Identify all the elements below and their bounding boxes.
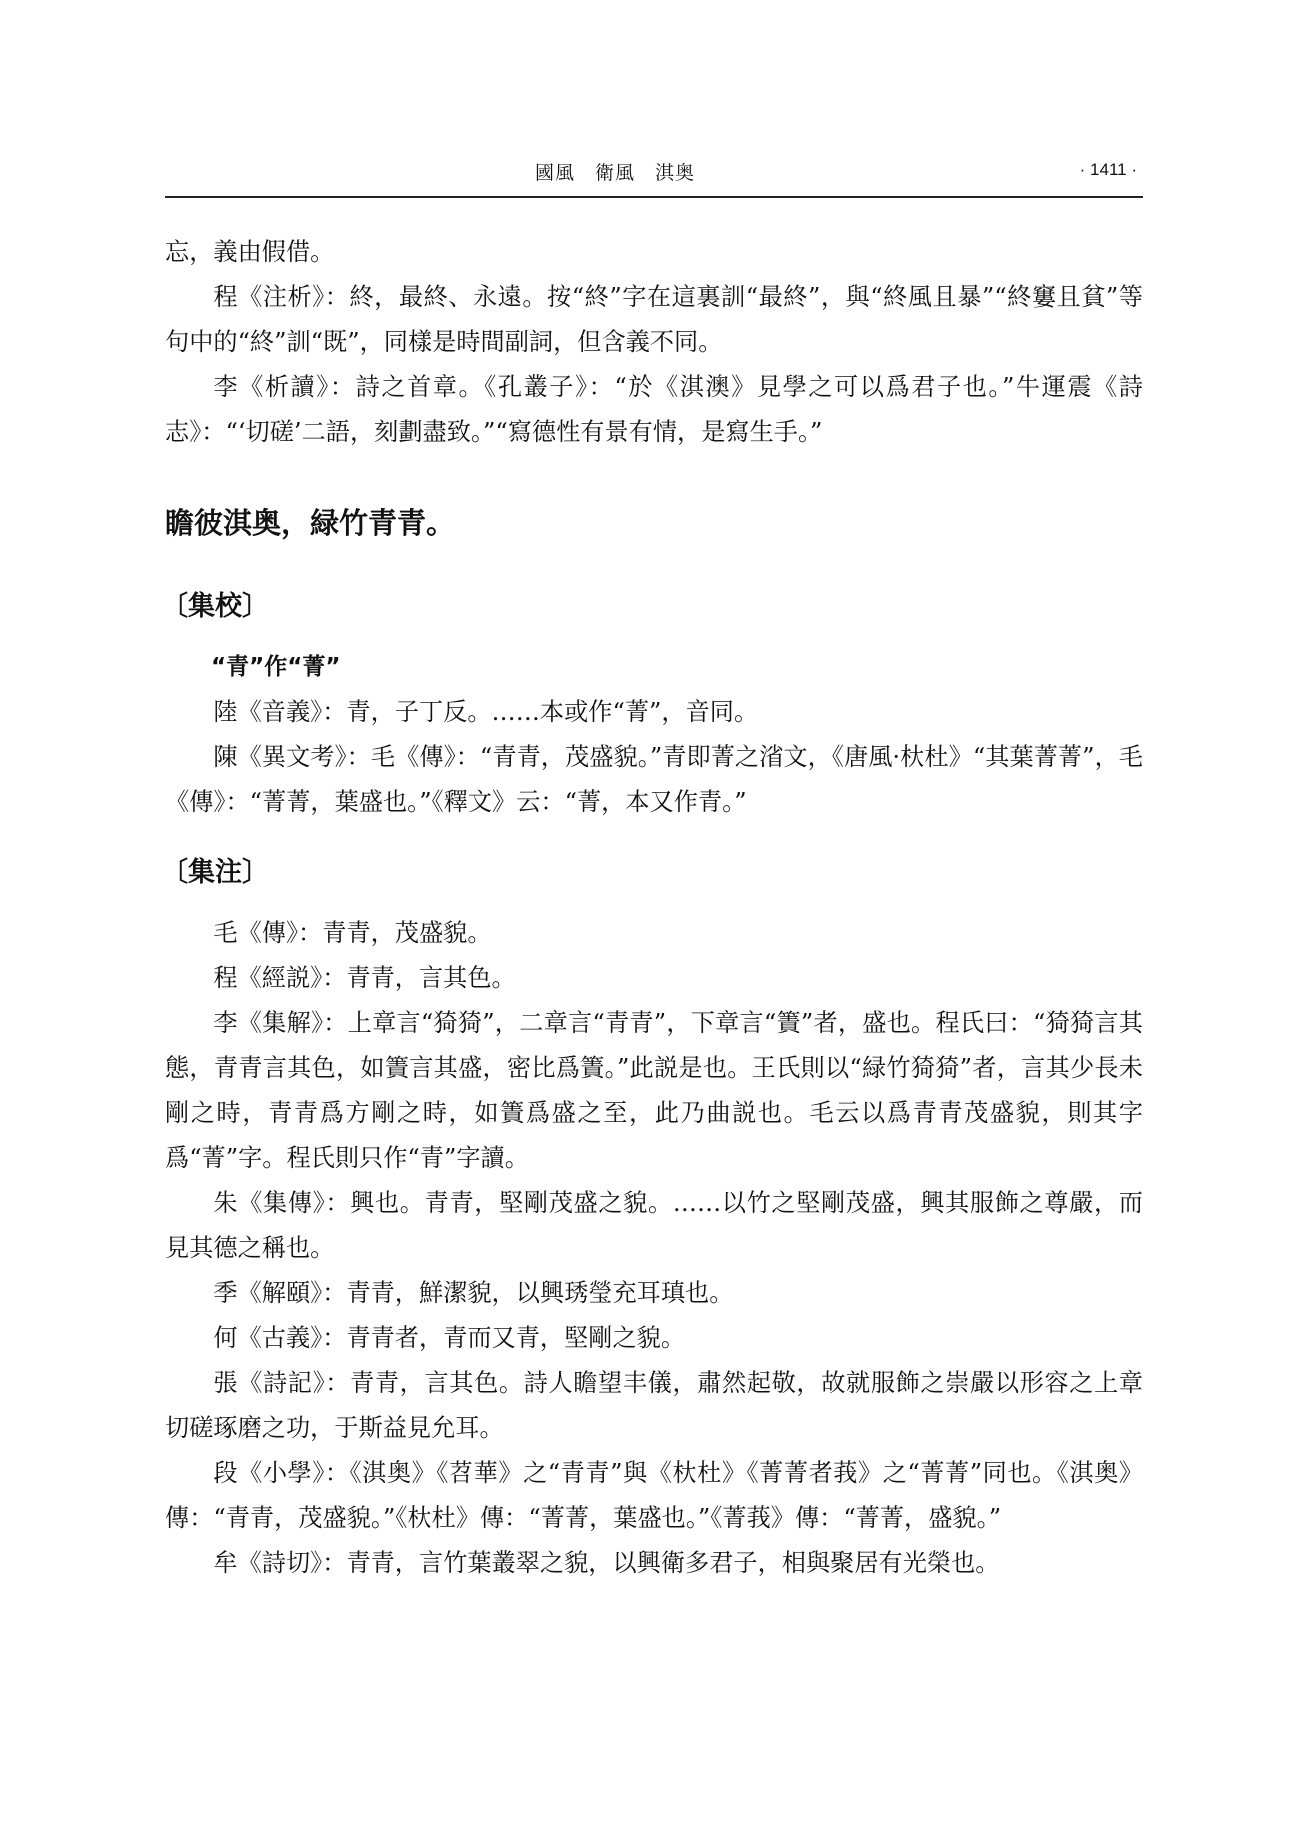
collation-item: 陸《音義》：青，子丁反。……本或作“菁”，音同。 (213, 698, 759, 726)
annotation-item: 張《詩記》：青青，言其色。詩人瞻望丰儀，肅然起敬，故就服飾之崇嚴以形容之上章切磋琢磨之功，于斯益見允耳。 (165, 1369, 1143, 1442)
annotation-item: 朱《集傳》：興也。青青，堅剛茂盛之貌。……以竹之堅剛茂盛，興其服飾之尊嚴，而見其德之稱也。 (165, 1189, 1143, 1262)
annotation-item: 牟《詩切》：青青，言竹葉叢翠之貌，以興衛多君子，相與聚居有光榮也。 (213, 1549, 1000, 1577)
paragraph-continued: 忘，義由假借。 (165, 238, 335, 266)
header-rule (165, 196, 1143, 198)
verse-heading: 瞻彼淇奥，緑竹青青。 (165, 506, 456, 540)
annotation-item: 季《解頤》：青青，鮮潔貌，以興琇瑩充耳瑱也。 (213, 1279, 734, 1307)
annotation-item: 毛《傳》：青青，茂盛貌。 (213, 919, 492, 947)
running-header (165, 158, 1143, 200)
section-title-jizhu: 〔集注〕 (161, 857, 269, 888)
annotation-item: 程《經説》：青青，言其色。 (213, 964, 516, 992)
header-title: 國風 衛風 淇奥 (535, 162, 696, 184)
annotation-item: 李《集解》：上章言“猗猗”，二章言“青青”，下章言“簀”者，盛也。程氏曰：“猗猗言其態，青青言其色，如簀言其盛，密比爲簀。”此説是也。王氏則以“緑竹猗猗”者，言其少長未剛之時，青青爲方剛之時，如簀爲盛之至，此乃曲説也。毛云以爲青青茂盛貌，則其字爲“菁”字。程氏則只作“青”字讀。 (165, 1009, 1143, 1172)
annotation-item: 何《古義》：青青者，青而又青，堅剛之貌。 (213, 1324, 686, 1352)
collation-item: 陳《異文考》：毛《傳》：“青青，茂盛貌。”青即菁之渻文，《唐風·杕杜》“其葉菁菁”，毛《傳》：“菁菁，葉盛也。”《釋文》云：“菁，本又作青。” (165, 743, 1143, 816)
collation-subhead: “青”作“菁” (211, 654, 341, 680)
section-title-jijiao: 〔集校〕 (161, 591, 269, 622)
page-body (161, 230, 1143, 1586)
paragraph-cheng-zhuxi: 程《注析》：終，最終、永遠。按“終”字在這裏訓“最終”，與“終風且暴”“終窶且貧”等句中的“終”訓“既”，同樣是時間副詞，但含義不同。 (165, 283, 1143, 356)
paragraph-li-xidu: 李《析讀》：詩之首章。《孔叢子》：“於《淇澳》見學之可以爲君子也。”牛運震《詩志》：“‘切磋’二語，刻劃盡致。”“寫德性有景有情，是寫生手。” (165, 373, 1143, 446)
annotation-item: 段《小學》：《淇奥》《苕華》之“青青”與《杕杜》《菁菁者莪》之“菁菁”同也。《淇奥》傳：“青青，茂盛貌。”《杕杜》傳：“菁菁，葉盛也。”《菁莪》傳：“菁菁，盛貌。” (165, 1459, 1143, 1532)
page-number: · 1411 · (1079, 160, 1137, 179)
